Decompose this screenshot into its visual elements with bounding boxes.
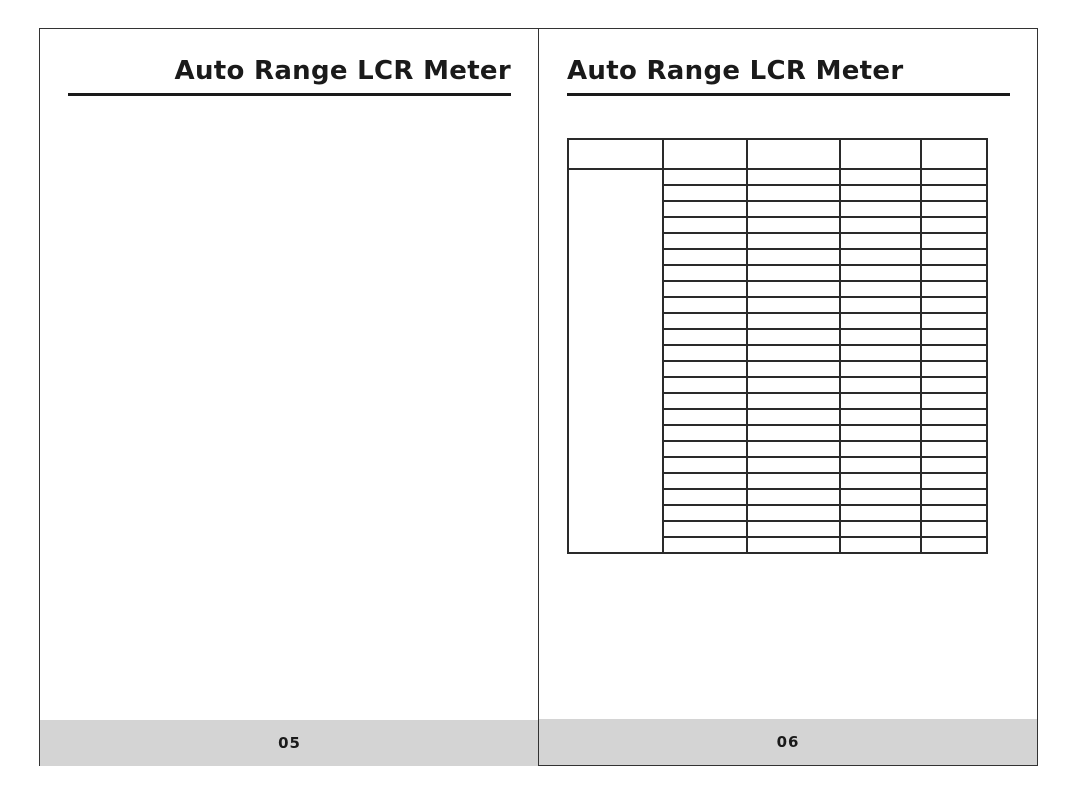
table-cell <box>747 217 840 233</box>
table-cell <box>747 441 840 457</box>
table-cell <box>921 233 987 249</box>
table-cell <box>840 393 921 409</box>
table-cell <box>921 473 987 489</box>
table-cell <box>747 185 840 201</box>
table-cell <box>840 313 921 329</box>
table-cell <box>840 505 921 521</box>
table-cell <box>840 457 921 473</box>
table-cell <box>921 313 987 329</box>
table-cell <box>921 265 987 281</box>
table-cell <box>747 361 840 377</box>
page-number: 05 <box>278 734 301 752</box>
table-cell <box>747 345 840 361</box>
table-cell <box>840 265 921 281</box>
page-title: Auto Range LCR Meter <box>567 56 904 86</box>
table-cell <box>747 393 840 409</box>
table-cell <box>747 329 840 345</box>
table-cell <box>840 281 921 297</box>
table-cell <box>747 537 840 553</box>
table-cell <box>921 217 987 233</box>
table-cell <box>840 377 921 393</box>
table-cell <box>921 505 987 521</box>
header-cell <box>921 139 987 169</box>
table-cell <box>663 345 747 361</box>
table-cell <box>840 409 921 425</box>
header-cell <box>568 139 663 169</box>
table-cell <box>747 521 840 537</box>
table-cell <box>840 233 921 249</box>
table-cell <box>921 425 987 441</box>
table-cell <box>921 441 987 457</box>
table-cell <box>840 345 921 361</box>
table-cell <box>921 185 987 201</box>
page-title: Auto Range LCR Meter <box>174 56 511 86</box>
table-cell <box>747 313 840 329</box>
right-page <box>538 28 1038 766</box>
left-page <box>39 28 539 766</box>
table-cell <box>921 377 987 393</box>
table-cell <box>921 393 987 409</box>
table-cell <box>663 361 747 377</box>
table-cell <box>747 425 840 441</box>
table-cell <box>663 473 747 489</box>
table-cell <box>663 537 747 553</box>
table-cell <box>747 249 840 265</box>
table-cell <box>663 249 747 265</box>
header-cell <box>663 139 747 169</box>
table-cell <box>840 521 921 537</box>
table-cell <box>663 329 747 345</box>
table-cell <box>921 169 987 185</box>
merged-first-column-cell <box>568 169 663 553</box>
table-cell <box>663 313 747 329</box>
table-cell <box>921 329 987 345</box>
table-cell <box>663 185 747 201</box>
table-cell <box>921 489 987 505</box>
table-cell <box>747 265 840 281</box>
table-cell <box>840 489 921 505</box>
table-cell <box>663 265 747 281</box>
table-cell <box>663 217 747 233</box>
page-footer <box>539 719 1037 765</box>
table-cell <box>663 505 747 521</box>
page-footer <box>40 720 539 766</box>
table-cell <box>921 521 987 537</box>
table-cell <box>840 185 921 201</box>
table-cell <box>663 489 747 505</box>
table-cell <box>663 441 747 457</box>
table-header-row <box>568 139 987 169</box>
table-cell <box>663 409 747 425</box>
table-cell <box>747 281 840 297</box>
table-cell <box>663 377 747 393</box>
table-cell <box>747 169 840 185</box>
table-cell <box>921 537 987 553</box>
page-number: 06 <box>776 733 800 751</box>
table-cell <box>840 329 921 345</box>
table-cell <box>747 473 840 489</box>
table-cell <box>840 441 921 457</box>
table-cell <box>663 297 747 313</box>
table-cell <box>921 297 987 313</box>
table-cell <box>663 457 747 473</box>
table-cell <box>921 281 987 297</box>
table-cell <box>747 457 840 473</box>
table-cell <box>747 201 840 217</box>
table-cell <box>921 361 987 377</box>
header-cell <box>840 139 921 169</box>
table-cell <box>663 201 747 217</box>
table-cell <box>840 217 921 233</box>
title-rule <box>567 93 1010 96</box>
table-row <box>568 169 987 185</box>
table-cell <box>921 345 987 361</box>
table-cell <box>663 393 747 409</box>
table-cell <box>921 249 987 265</box>
table-cell <box>747 297 840 313</box>
table-cell <box>663 425 747 441</box>
table-cell <box>840 201 921 217</box>
table-cell <box>840 297 921 313</box>
table-cell <box>663 281 747 297</box>
table-cell <box>921 409 987 425</box>
table-cell <box>840 361 921 377</box>
table-cell <box>747 505 840 521</box>
table-cell <box>840 537 921 553</box>
header-cell <box>747 139 840 169</box>
table-cell <box>921 201 987 217</box>
table-cell <box>663 169 747 185</box>
table-cell <box>840 425 921 441</box>
table-cell <box>747 409 840 425</box>
table-cell <box>840 249 921 265</box>
table-cell <box>747 489 840 505</box>
table-cell <box>840 473 921 489</box>
table-cell <box>921 457 987 473</box>
table-cell <box>747 377 840 393</box>
table-cell <box>663 521 747 537</box>
specification-table <box>567 138 988 554</box>
table-cell <box>747 233 840 249</box>
table-cell <box>840 169 921 185</box>
title-rule <box>68 93 511 96</box>
table-cell <box>663 233 747 249</box>
